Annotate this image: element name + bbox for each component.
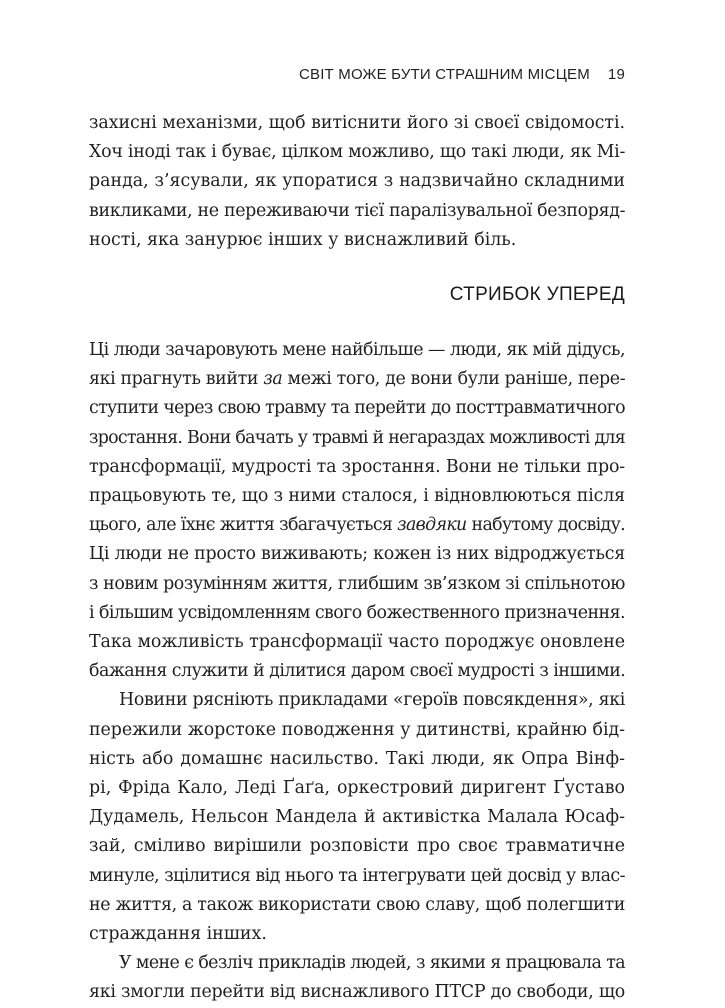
page-number: 19 (607, 65, 625, 83)
text-line: працьовують те, що з ними сталося, і відновлюються після (89, 486, 625, 507)
text-line: Дудамель, Нельсон Мандела й активістка Малала Юсаф- (89, 807, 625, 828)
text-line: пережили жорстоке поводження у дитинстві, крайню бід- (89, 719, 625, 740)
text-line: Така можливість трансформації часто породжує оновлене (89, 632, 625, 653)
text-line: трансформації, мудрості та зростання. Вони не тільки про- (89, 456, 625, 477)
text-line: ності, яка занурює інших у виснажливий біль. (89, 229, 517, 250)
text-run: набутому досвіду. (466, 515, 626, 536)
text-line: Хоч іноді так і буває, цілком можливо, що такі люди, як Мі- (89, 142, 626, 163)
text-line: У мене є безліч прикладів людей, з якими я працювала та (119, 953, 625, 974)
text-line: бажання служити й ділитися даром своєї мудрості з іншими. (89, 661, 626, 682)
text-line: захисні механізми, щоб витіснити його зі своєї свідомості. (89, 113, 625, 133)
section-heading: СТРИБОК УПЕРЕД (449, 284, 625, 306)
paragraph-2 (89, 336, 625, 686)
text-line: Ці люди не просто виживають; кожен із них відроджується (89, 544, 625, 565)
paragraph-4 (89, 949, 625, 1007)
text-run: межі того, де вони були раніше, пере- (282, 369, 626, 390)
text-line (89, 511, 625, 540)
paragraph-1 (89, 109, 625, 255)
text-run: які прагнуть вийти (89, 369, 264, 390)
text-line: зростання. Вони бачать у травмі й негараздах можливості для (89, 427, 625, 448)
text-line: не життя, а також використати свою славу, щоб полегшити (89, 894, 625, 915)
running-head (299, 63, 625, 85)
text-line: які змогли перейти від виснажливого ПТСР до свободи, що (89, 982, 625, 1003)
text-line: ність або домашнє насильство. Такі люди, як Опра Вінф- (89, 748, 625, 769)
text-line: викликами, не переживаючи тієї паралізувальної безпоряд- (89, 200, 626, 221)
paragraph-3 (89, 686, 625, 949)
body-text (89, 109, 625, 1008)
text-line: Новини рясніють прикладами «героїв повсякдення», які (119, 690, 625, 711)
emphasis-text: завдяки (397, 515, 467, 536)
text-line: ранда, з’ясували, як упоратися з надзвичайно складними (89, 171, 625, 192)
text-line: і більшим усвідомленням свого божественного призначення. (89, 602, 626, 623)
text-line: страждання інших. (89, 924, 267, 945)
emphasis-text: за (263, 369, 283, 390)
text-line: рі, Фріда Кало, Леді Ґаґа, оркестровий диригент Ґуставо (89, 778, 625, 799)
text-line: Ці люди зачаровують мене найбільше — люди, як мій дідусь, (89, 340, 625, 361)
text-line: з новим розумінням життя, глибшим зв’язком зі спільнотою (89, 573, 625, 594)
running-head-title: СВІТ МОЖЕ БУТИ СТРАШНИМ МІСЦЕМ (298, 65, 590, 83)
text-line: зай, сміливо вирішили розповісти про своє травматичне (89, 836, 625, 857)
text-line (89, 365, 625, 394)
text-line: минуле, зцілитися від нього та інтегрувати цей досвід у влас- (89, 865, 625, 886)
text-line: ступити через свою травму та перейти до посттравматичного (89, 398, 626, 419)
text-run: цього, але їхнє життя збагачується (89, 515, 398, 536)
